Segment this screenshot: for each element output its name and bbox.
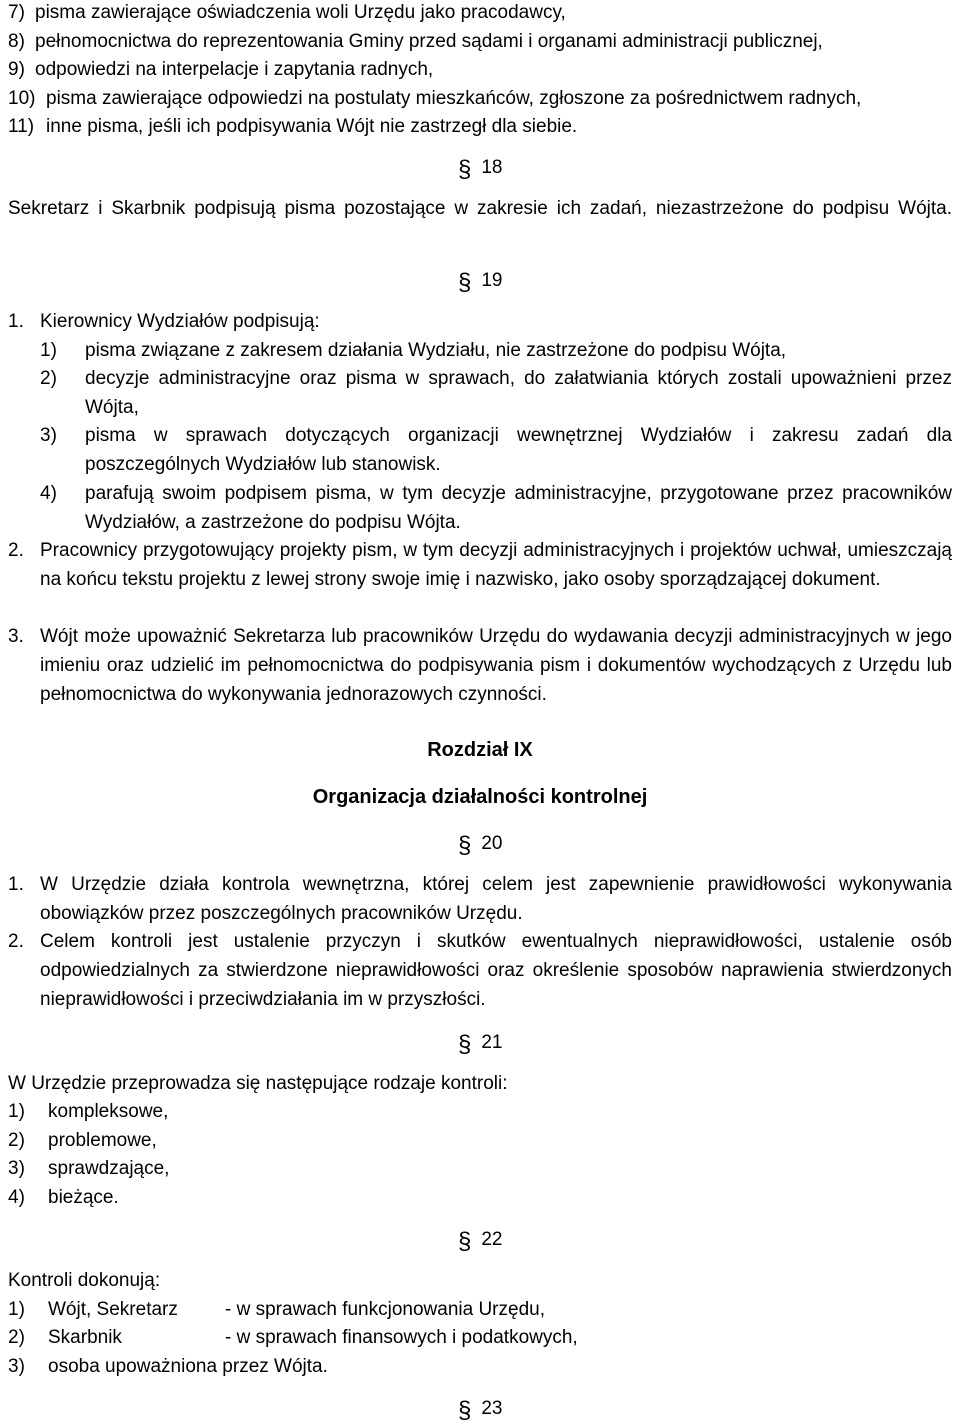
section-sign: § — [458, 156, 472, 183]
list-item-number: 3) — [8, 1158, 25, 1179]
list-item-who: Wójt, Sekretarz — [48, 1299, 178, 1320]
section-number: 21 — [481, 1032, 503, 1053]
list-item-text: pełnomocnictwa do reprezentowania Gminy przed sądami i organami administracji publicznej, — [35, 31, 823, 52]
list-item-number: 7) — [8, 2, 25, 23]
list-item-who: osoba upoważniona przez Wójta. — [48, 1356, 328, 1377]
list-item-text: pisma zawierające odpowiedzi na postulaty mieszkańców, zgłoszone za pośrednictwem radnych, — [46, 88, 862, 109]
list-item-text: inne pisma, jeśli ich podpisywania Wójt nie zastrzegł dla siebie. — [46, 116, 578, 137]
list-item-text-content: parafują swoim podpisem pisma, w tym decyzje administracyjne, przygotowane przez pracowników Wydziałów, a zastrzeżone do podpisu Wójta. — [85, 483, 952, 533]
list-item-number: 10) — [8, 88, 36, 109]
list-item-number: 1) — [8, 1299, 25, 1320]
paragraph-text: Celem kontroli jest ustalenie przyczyn i skutków ewentualnych nieprawidłowości, ustalenie osób odpowiedzialnych za stwierdzone nieprawidłowości oraz określenie sposobów naprawienia stwierdzonych nieprawidłowości i przeciwdziałania im w przyszłości. — [40, 931, 952, 1010]
list-item-number: 4) — [40, 483, 57, 504]
section-heading-20 — [458, 827, 503, 858]
section-number: 19 — [481, 270, 503, 291]
paragraph-text: W Urzędzie działa kontrola wewnętrzna, której celem jest zapewnienie prawidłowości wykonywania obowiązków przez poszczególnych pracowników Urzędu. — [40, 874, 952, 924]
section-18-text — [8, 194, 952, 223]
paragraph-number: 2. — [8, 931, 24, 952]
paragraph-2-text — [40, 536, 952, 594]
list-item-scope: - w sprawach finansowych i podatkowych, — [225, 1327, 578, 1348]
list-item-text-content: pisma w sprawach dotyczących organizacji wewnętrznej Wydziałów i zakresu zadań dla poszczególnych Wydziałów lub stanowisk. — [85, 425, 952, 475]
list-item — [8, 112, 578, 141]
chapter-title: Rozdział IX — [427, 739, 533, 761]
list-item-text: sprawdzające, — [48, 1158, 170, 1179]
section-sign: § — [458, 832, 472, 859]
list-item-scope: - w sprawach funkcjonowania Urzędu, — [225, 1299, 545, 1320]
list-item — [8, 0, 566, 27]
list-item — [40, 336, 787, 365]
list-item-text: odpowiedzi na interpelacje i zapytania radnych, — [35, 59, 434, 80]
list-item — [8, 1183, 119, 1212]
paragraph-text: Kierownicy Wydziałów podpisują: — [40, 311, 320, 332]
chapter-subtitle: Organizacja działalności kontrolnej — [312, 786, 648, 808]
section-heading-18 — [458, 151, 503, 182]
list-item — [8, 55, 434, 84]
list-item-text — [85, 364, 952, 422]
section-22-intro: Kontroli dokonują: — [8, 1270, 161, 1291]
list-item-number: 1) — [8, 1101, 25, 1122]
section-heading-19 — [458, 264, 503, 295]
section-heading-22 — [458, 1223, 503, 1254]
paragraph-2-number — [8, 927, 24, 956]
paragraph-text: Wójt może upoważnić Sekretarza lub pracowników Urzędu do wydawania decyzji administracyjnych w jego imieniu oraz udzielić im pełnomocnictwa do podpisywania pism i dokumentów wychodzących z Urzędu lub pełnomocnictwa do wykonywania jednorazowych czynności. — [40, 626, 952, 705]
paragraph-number: 2. — [8, 540, 24, 561]
list-item — [8, 1352, 328, 1381]
list-item — [8, 1097, 169, 1126]
section-number: 22 — [481, 1229, 503, 1250]
list-item-number: 2) — [40, 368, 57, 389]
list-item-number: 3) — [8, 1356, 25, 1377]
list-item-text: pisma zawierające oświadczenia woli Urzędu jako pracodawcy, — [35, 2, 566, 23]
section-21-intro: W Urzędzie przeprowadza się następujące rodzaje kontroli: — [8, 1073, 508, 1094]
list-item — [8, 1126, 157, 1155]
list-item-text — [85, 421, 952, 479]
list-item — [8, 1295, 545, 1324]
section-sign: § — [458, 269, 472, 296]
list-item — [8, 84, 862, 113]
list-item-text: bieżące. — [48, 1187, 119, 1208]
list-item — [8, 1323, 578, 1352]
list-item-text: kompleksowe, — [48, 1101, 169, 1122]
list-item — [8, 1154, 170, 1183]
paragraph-3-number — [8, 622, 24, 651]
section-number: 20 — [481, 833, 503, 854]
section-number: 18 — [481, 157, 503, 178]
list-item-number: 9) — [8, 59, 25, 80]
section-sign: § — [458, 1031, 472, 1058]
list-item — [8, 27, 823, 56]
paragraph-1-text — [40, 870, 952, 928]
section-sign: § — [458, 1397, 472, 1424]
list-item-number: 4) — [8, 1187, 25, 1208]
list-item-text — [85, 479, 952, 537]
section-heading-23 — [458, 1392, 503, 1423]
list-item-text-content: decyzje administracyjne oraz pisma w sprawach, do załatwiania których zostali upoważnieni przez Wójta, — [85, 368, 952, 418]
list-item-number: 8) — [8, 31, 25, 52]
list-item-text: problemowe, — [48, 1130, 157, 1151]
list-item — [40, 364, 57, 393]
paragraph-text: Pracownicy przygotowujący projekty pism, w tym decyzji administracyjnych i projektów uchwał, umieszczają na końcu tekstu projektu z lewej strony swoje imię i nazwisko, jako osoby sporządzającej dokument. — [40, 540, 952, 590]
list-item — [40, 421, 57, 450]
paragraph-1-heading — [8, 307, 320, 336]
list-item-number: 1) — [40, 340, 57, 361]
section-sign: § — [458, 1228, 472, 1255]
section-number: 23 — [481, 1398, 503, 1419]
list-item-number: 2) — [8, 1327, 25, 1348]
paragraph-3-text — [40, 622, 952, 709]
list-item — [40, 479, 57, 508]
paragraph-2-number — [8, 536, 24, 565]
list-item-text: pisma związane z zakresem działania Wydziału, nie zastrzeżone do podpisu Wójta, — [85, 340, 787, 361]
section-heading-21 — [458, 1026, 503, 1057]
paragraph-text: Sekretarz i Skarbnik podpisują pisma pozostające w zakresie ich zadań, niezastrzeżone do podpisu Wójta. — [8, 198, 952, 219]
paragraph-1-number — [8, 870, 24, 899]
paragraph-2-text — [40, 927, 952, 1014]
paragraph-number: 1. — [8, 311, 24, 332]
list-item-number: 3) — [40, 425, 57, 446]
paragraph-number: 3. — [8, 626, 24, 647]
list-item-number: 11) — [8, 116, 35, 137]
paragraph-number: 1. — [8, 874, 24, 895]
list-item-who: Skarbnik — [48, 1327, 122, 1348]
list-item-number: 2) — [8, 1130, 25, 1151]
